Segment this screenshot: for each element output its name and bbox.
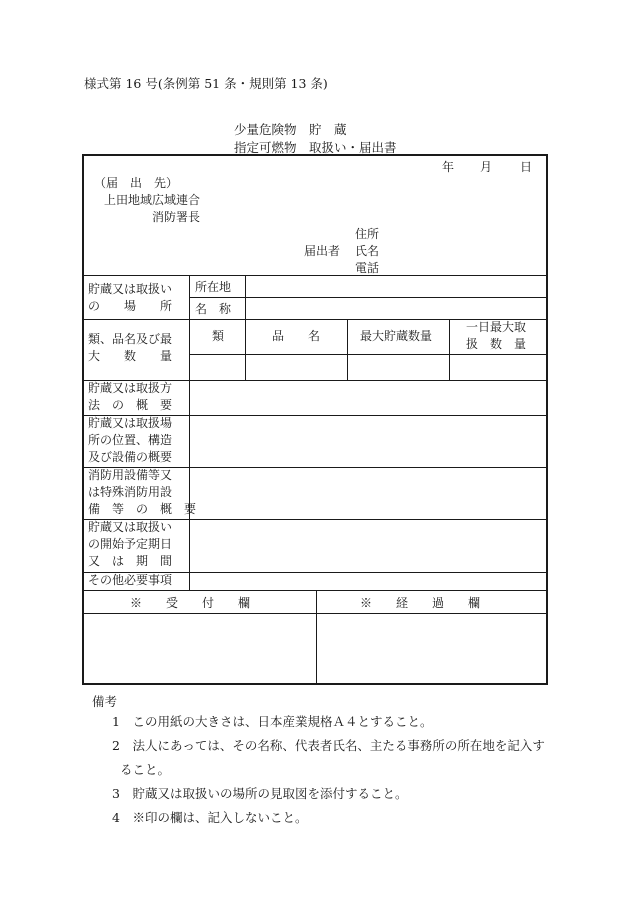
col-daily-max-1: 一日最大取 bbox=[466, 320, 527, 334]
title-line-2: 指定可燃物 取扱い・届出書 bbox=[234, 140, 397, 155]
note-3: 3 貯蔵又は取扱いの場所の見取図を添付すること。 bbox=[112, 786, 408, 801]
fire-label-3: 備 等 の 概 要 bbox=[88, 502, 197, 516]
kind-label-2: 大 数 量 bbox=[88, 349, 173, 363]
method-label-1: 貯蔵又は取扱方 bbox=[88, 381, 173, 395]
note-2: 2 法人にあっては、その名称、代表者氏名、主たる事務所の所在地を記入す bbox=[112, 738, 545, 753]
period-label-2: の開始予定期日 bbox=[88, 537, 173, 551]
notifier-name: 氏名 bbox=[355, 244, 380, 258]
rule bbox=[449, 319, 450, 380]
rule bbox=[84, 613, 546, 614]
col-item-name: 品 名 bbox=[272, 329, 321, 343]
col-class: 類 bbox=[212, 329, 225, 343]
facility-label-3: 及び設備の概要 bbox=[88, 450, 173, 464]
notifier-phone: 電話 bbox=[355, 261, 380, 275]
title-line-1: 少量危険物 貯 蔵 bbox=[234, 122, 347, 137]
date-day: 日 bbox=[520, 160, 533, 174]
rule bbox=[84, 275, 546, 276]
place-location-label: 所在地 bbox=[195, 280, 232, 294]
place-label-1: 貯蔵又は取扱い bbox=[88, 282, 173, 296]
rule bbox=[189, 275, 190, 590]
method-label-2: 法 の 概 要 bbox=[88, 398, 173, 412]
rule bbox=[189, 297, 546, 298]
notifier-address: 住所 bbox=[355, 227, 380, 241]
other-label: その他必要事項 bbox=[88, 573, 173, 587]
note-1: 1 この用紙の大きさは、日本産業規格Ａ４とすること。 bbox=[112, 714, 433, 729]
note-4: 4 ※印の欄は、記入しないこと。 bbox=[112, 810, 308, 825]
facility-label-1: 貯蔵又は取扱場 bbox=[88, 416, 173, 430]
rule bbox=[245, 275, 246, 319]
notifier-label: 届出者 bbox=[304, 244, 341, 258]
addressee-officer: 消防署長 bbox=[152, 210, 201, 224]
facility-label-2: 所の位置、構造 bbox=[88, 433, 173, 447]
note-2-cont: ること。 bbox=[120, 762, 171, 777]
addressee-heading: （届 出 先） bbox=[94, 176, 179, 190]
col-max-storage: 最大貯蔵数量 bbox=[360, 329, 433, 343]
rule bbox=[84, 590, 546, 591]
rule bbox=[189, 354, 546, 355]
period-label-1: 貯蔵又は取扱い bbox=[88, 520, 173, 534]
rule bbox=[316, 590, 317, 685]
fire-label-1: 消防用設備等又 bbox=[88, 468, 173, 482]
period-label-3: 又 は 期 間 bbox=[88, 554, 173, 568]
notes-heading: 備考 bbox=[92, 694, 118, 709]
date-year: 年 bbox=[442, 160, 455, 174]
addressee-org: 上田地域広域連合 bbox=[104, 193, 201, 207]
date-month: 月 bbox=[480, 160, 493, 174]
kind-label-1: 類、品名及び最 bbox=[88, 332, 173, 346]
form-number-label: 様式第 16 号(条例第 51 条・規則第 13 条) bbox=[84, 76, 328, 91]
place-label-2: の 場 所 bbox=[88, 299, 173, 313]
col-daily-max-2: 扱 数 量 bbox=[466, 337, 527, 351]
rule bbox=[245, 319, 246, 380]
fire-label-2: は特殊消防用設 bbox=[88, 485, 173, 499]
rule bbox=[347, 319, 348, 380]
reception-header: ※ 受 付 欄 bbox=[130, 596, 251, 610]
place-name-label: 名 称 bbox=[195, 302, 232, 316]
progress-header: ※ 経 過 欄 bbox=[360, 596, 481, 610]
